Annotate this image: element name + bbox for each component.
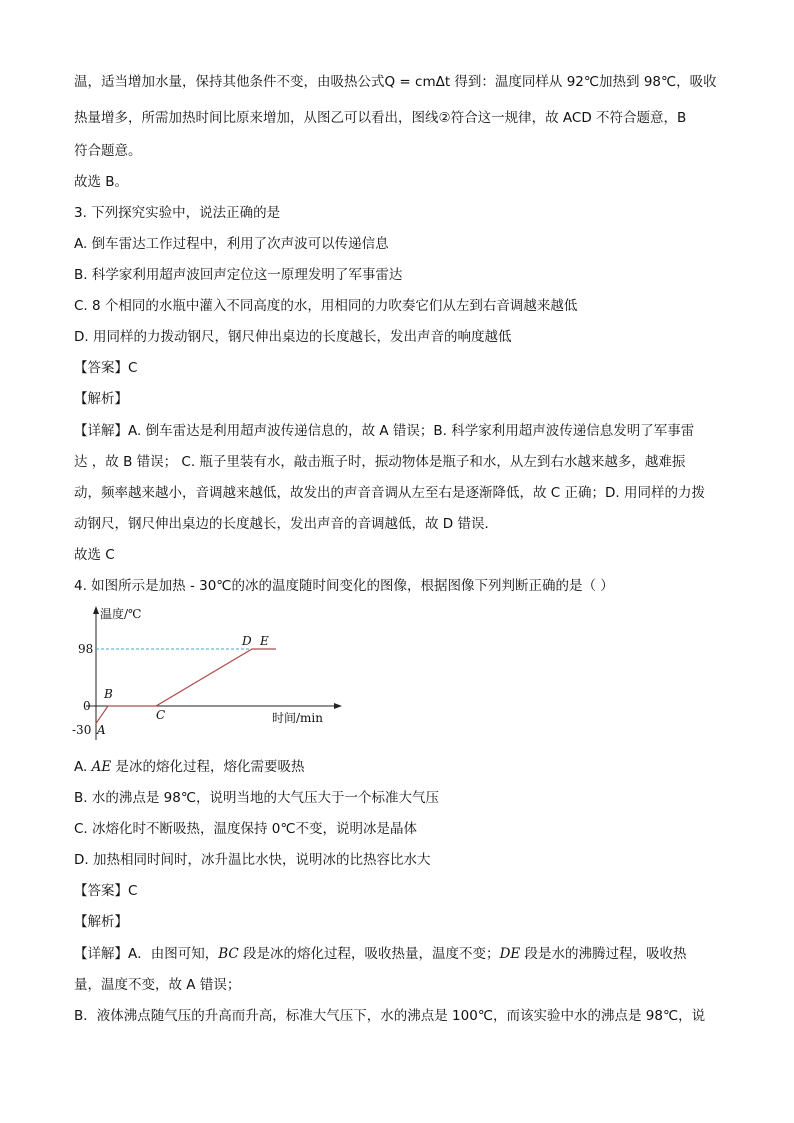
text-line: 动，频率越来越小，音调越来越低，故发出的声音音调从左至右是逐渐降低，故 C 正确；D. 用同样的力拨 <box>74 485 705 501</box>
q3-option-a: A. 倒车雷达工作过程中，利用了次声波可以传递信息 <box>74 236 389 252</box>
text-line: B．液体沸点随气压的升高而升高，标准大气压下，水的沸点是 100℃，而该实验中水的沸点是 98℃，说 <box>74 1008 706 1024</box>
question-4-stem: 4. 如图所示是加热 - 30℃的冰的温度随时间变化的图像，根据图像下列判断正确的是（ ） <box>74 578 614 594</box>
text-line: 动钢尺，钢尺伸出桌边的长度越长，发出声音的音调越低，故 D 错误． <box>74 516 498 532</box>
text-line: 达 ，故 B 错误； C. 瓶子里装有水，敲击瓶子时，振动物体是瓶子和水，从左到右水越来越多，越难振 <box>74 454 686 470</box>
point-label-a: A <box>97 723 106 737</box>
q4-answer <box>74 881 137 901</box>
point-label-d: D <box>242 634 252 648</box>
option-prefix: A. <box>74 759 92 775</box>
y-tick-98: 98 <box>78 642 94 656</box>
point-label-b: B <box>104 687 113 701</box>
text-line: 热量增多，所需加热时间比原来增加，从图乙可以看出，图线②符合这一规律，故 ACD 不符合题意，B <box>74 110 687 126</box>
q4-analysis-tag: 【解析】 <box>74 914 128 930</box>
point-label-e: E <box>260 634 269 648</box>
point-label-c: C <box>156 708 166 722</box>
q3-option-d: D. 用同样的力拨动钢尺，钢尺伸出桌边的长度越长，发出声音的响度越低 <box>74 329 512 345</box>
answer-value: C <box>128 360 138 376</box>
text-line: 符合题意。 <box>74 143 142 159</box>
detail-text: 段是冰的熔化过程，吸收热量，温度不变； <box>238 946 500 962</box>
x-axis-arrow <box>334 703 342 709</box>
q4-option-b: B. 水的沸点是 98℃，说明当地的大气压大于一个标准大气压 <box>74 790 439 806</box>
q3-analysis-tag: 【解析】 <box>74 391 128 407</box>
y-tick-minus-30: -30 <box>72 723 92 737</box>
y-axis-label: 温度/℃ <box>100 607 142 621</box>
y-axis-arrow <box>93 606 99 614</box>
option-text: 是冰的熔化过程，熔化需要吸热 <box>111 759 305 775</box>
q3-option-b: B. 科学家利用超声波回声定位这一原理发明了军事雷达 <box>74 267 403 283</box>
q4-detail <box>74 944 687 964</box>
q4-option-d: D. 加热相同时间时，冰升温比水快，说明冰的比热容比水大 <box>74 852 431 868</box>
y-tick-0: 0 <box>83 699 91 713</box>
segment-ae: AE <box>91 759 112 775</box>
text-line: 温，适当增加水量，保持其他条件不变，由吸热公式Q = cmΔt 得到：温度同样从 92℃加热到 98℃，吸收 <box>74 74 717 90</box>
detail-text: 段是水的沸腾过程，吸收热 <box>520 946 687 962</box>
segment-bc: BC <box>218 946 239 962</box>
q3-detail <box>74 421 694 441</box>
x-axis-label: 时间/min <box>272 711 323 725</box>
answer-tag: 【答案】 <box>74 883 128 899</box>
text-line: 故选 B。 <box>74 174 129 190</box>
text-line: 量，温度不变，故 A 错误； <box>74 977 241 993</box>
question-3-stem: 3. 下列探究实验中，说法正确的是 <box>74 205 281 221</box>
q4-option-a <box>74 757 305 777</box>
q4-option-c: C. 冰熔化时不断吸热，温度保持 0℃不变，说明冰是晶体 <box>74 821 418 837</box>
temperature-time-graph <box>66 604 346 744</box>
detail-tag: 【详解】 <box>74 423 128 439</box>
q3-option-c: C. 8 个相同的水瓶中灌入不同高度的水，用相同的力吹奏它们从左到右音调越来越低 <box>74 298 578 314</box>
answer-tag: 【答案】 <box>74 360 128 376</box>
detail-text: 【详解】A．由图可知， <box>74 946 219 962</box>
detail-text: A. 倒车雷达是利用超声波传递信息的，故 A 错误；B. 科学家利用超声波传递信息发明了军事雷 <box>128 423 695 439</box>
q3-conclusion: 故选 C <box>74 547 115 563</box>
answer-value: C <box>128 883 138 899</box>
temperature-curve <box>96 649 276 723</box>
q3-answer <box>74 358 137 378</box>
segment-de: DE <box>499 946 521 962</box>
